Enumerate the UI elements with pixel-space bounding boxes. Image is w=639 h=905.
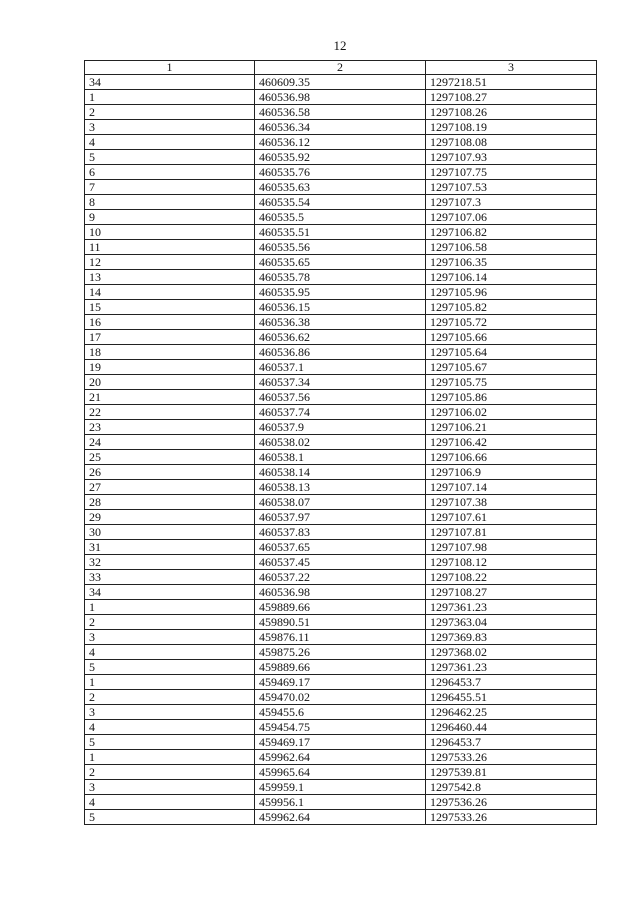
y-coordinate-cell: 1296455.51 <box>426 690 597 705</box>
y-coordinate-cell: 1297369.83 <box>426 630 597 645</box>
table-row <box>85 195 597 210</box>
table-row <box>85 180 597 195</box>
page-number: 12 <box>333 38 347 53</box>
point-number-cell: 34 <box>85 585 255 600</box>
x-coordinate-cell: 459959.1 <box>255 780 426 795</box>
point-number-cell: 21 <box>85 390 255 405</box>
column-header: 3 <box>426 61 597 75</box>
x-coordinate-cell: 460535.56 <box>255 240 426 255</box>
x-coordinate-cell: 460536.98 <box>255 585 426 600</box>
x-coordinate-cell: 460536.12 <box>255 135 426 150</box>
x-coordinate-cell: 460537.65 <box>255 540 426 555</box>
point-number-cell: 34 <box>85 75 255 90</box>
header-row <box>85 61 597 75</box>
table-row <box>85 585 597 600</box>
point-number-cell: 1 <box>85 90 255 105</box>
point-number-cell: 15 <box>85 300 255 315</box>
x-coordinate-cell: 460536.34 <box>255 120 426 135</box>
coordinates-table <box>84 60 597 825</box>
x-coordinate-cell: 460538.07 <box>255 495 426 510</box>
point-number-cell: 2 <box>85 765 255 780</box>
y-coordinate-cell: 1297108.27 <box>426 585 597 600</box>
y-coordinate-cell: 1297105.72 <box>426 315 597 330</box>
y-coordinate-cell: 1297108.12 <box>426 555 597 570</box>
x-coordinate-cell: 460536.98 <box>255 90 426 105</box>
table-row <box>85 300 597 315</box>
y-coordinate-cell: 1297106.66 <box>426 450 597 465</box>
point-number-cell: 3 <box>85 780 255 795</box>
x-coordinate-cell: 460535.95 <box>255 285 426 300</box>
column-header: 1 <box>85 61 255 75</box>
y-coordinate-cell: 1297108.22 <box>426 570 597 585</box>
x-coordinate-cell: 460538.14 <box>255 465 426 480</box>
table-row <box>85 435 597 450</box>
x-coordinate-cell: 460537.9 <box>255 420 426 435</box>
x-coordinate-cell: 459469.17 <box>255 675 426 690</box>
x-coordinate-cell: 460535.54 <box>255 195 426 210</box>
point-number-cell: 20 <box>85 375 255 390</box>
point-number-cell: 1 <box>85 750 255 765</box>
x-coordinate-cell: 460537.83 <box>255 525 426 540</box>
point-number-cell: 8 <box>85 195 255 210</box>
y-coordinate-cell: 1297107.06 <box>426 210 597 225</box>
point-number-cell: 5 <box>85 810 255 825</box>
y-coordinate-cell: 1297106.42 <box>426 435 597 450</box>
point-number-cell: 3 <box>85 705 255 720</box>
x-coordinate-cell: 460535.51 <box>255 225 426 240</box>
y-coordinate-cell: 1297107.61 <box>426 510 597 525</box>
table-body <box>85 75 597 825</box>
x-coordinate-cell: 460537.22 <box>255 570 426 585</box>
y-coordinate-cell: 1297106.14 <box>426 270 597 285</box>
table-row <box>85 465 597 480</box>
y-coordinate-cell: 1297108.08 <box>426 135 597 150</box>
y-coordinate-cell: 1297106.82 <box>426 225 597 240</box>
x-coordinate-cell: 460535.92 <box>255 150 426 165</box>
table-row <box>85 375 597 390</box>
x-coordinate-cell: 459455.6 <box>255 705 426 720</box>
y-coordinate-cell: 1297218.51 <box>426 75 597 90</box>
table-row <box>85 555 597 570</box>
point-number-cell: 2 <box>85 105 255 120</box>
y-coordinate-cell: 1297105.86 <box>426 390 597 405</box>
y-coordinate-cell: 1296453.7 <box>426 735 597 750</box>
point-number-cell: 13 <box>85 270 255 285</box>
table-row <box>85 480 597 495</box>
y-coordinate-cell: 1297542.8 <box>426 780 597 795</box>
x-coordinate-cell: 460537.74 <box>255 405 426 420</box>
table-row <box>85 660 597 675</box>
table-row <box>85 120 597 135</box>
point-number-cell: 22 <box>85 405 255 420</box>
point-number-cell: 29 <box>85 510 255 525</box>
table-row <box>85 165 597 180</box>
y-coordinate-cell: 1297105.67 <box>426 360 597 375</box>
table-row <box>85 510 597 525</box>
x-coordinate-cell: 459470.02 <box>255 690 426 705</box>
table-row <box>85 315 597 330</box>
x-coordinate-cell: 460537.97 <box>255 510 426 525</box>
table-row <box>85 795 597 810</box>
point-number-cell: 28 <box>85 495 255 510</box>
x-coordinate-cell: 460535.65 <box>255 255 426 270</box>
x-coordinate-cell: 460536.58 <box>255 105 426 120</box>
table-row <box>85 495 597 510</box>
table-row <box>85 450 597 465</box>
x-coordinate-cell: 460537.45 <box>255 555 426 570</box>
x-coordinate-cell: 459889.66 <box>255 660 426 675</box>
point-number-cell: 2 <box>85 615 255 630</box>
y-coordinate-cell: 1297107.98 <box>426 540 597 555</box>
table-row <box>85 330 597 345</box>
table-row <box>85 600 597 615</box>
point-number-cell: 5 <box>85 150 255 165</box>
y-coordinate-cell: 1297533.26 <box>426 810 597 825</box>
point-number-cell: 10 <box>85 225 255 240</box>
point-number-cell: 24 <box>85 435 255 450</box>
point-number-cell: 3 <box>85 120 255 135</box>
table-row <box>85 390 597 405</box>
table-row <box>85 360 597 375</box>
point-number-cell: 25 <box>85 450 255 465</box>
point-number-cell: 3 <box>85 630 255 645</box>
table-row <box>85 255 597 270</box>
x-coordinate-cell: 460538.02 <box>255 435 426 450</box>
y-coordinate-cell: 1297536.26 <box>426 795 597 810</box>
x-coordinate-cell: 459469.17 <box>255 735 426 750</box>
point-number-cell: 33 <box>85 570 255 585</box>
table-row <box>85 780 597 795</box>
table-row <box>85 135 597 150</box>
point-number-cell: 5 <box>85 660 255 675</box>
y-coordinate-cell: 1296460.44 <box>426 720 597 735</box>
y-coordinate-cell: 1297106.02 <box>426 405 597 420</box>
table-row <box>85 225 597 240</box>
y-coordinate-cell: 1297108.26 <box>426 105 597 120</box>
x-coordinate-cell: 460535.78 <box>255 270 426 285</box>
table-row <box>85 105 597 120</box>
point-number-cell: 7 <box>85 180 255 195</box>
table-row <box>85 720 597 735</box>
y-coordinate-cell: 1297106.21 <box>426 420 597 435</box>
point-number-cell: 16 <box>85 315 255 330</box>
y-coordinate-cell: 1297107.53 <box>426 180 597 195</box>
table-row <box>85 750 597 765</box>
table-row <box>85 570 597 585</box>
x-coordinate-cell: 460537.34 <box>255 375 426 390</box>
y-coordinate-cell: 1297361.23 <box>426 660 597 675</box>
y-coordinate-cell: 1297105.82 <box>426 300 597 315</box>
x-coordinate-cell: 459962.64 <box>255 750 426 765</box>
table-row <box>85 285 597 300</box>
table-row <box>85 75 597 90</box>
x-coordinate-cell: 459875.26 <box>255 645 426 660</box>
x-coordinate-cell: 460535.76 <box>255 165 426 180</box>
table-row <box>85 525 597 540</box>
y-coordinate-cell: 1297533.26 <box>426 750 597 765</box>
point-number-cell: 9 <box>85 210 255 225</box>
table-row <box>85 90 597 105</box>
point-number-cell: 4 <box>85 720 255 735</box>
y-coordinate-cell: 1297107.38 <box>426 495 597 510</box>
y-coordinate-cell: 1297106.58 <box>426 240 597 255</box>
y-coordinate-cell: 1297107.3 <box>426 195 597 210</box>
point-number-cell: 30 <box>85 525 255 540</box>
y-coordinate-cell: 1297368.02 <box>426 645 597 660</box>
point-number-cell: 31 <box>85 540 255 555</box>
point-number-cell: 14 <box>85 285 255 300</box>
point-number-cell: 18 <box>85 345 255 360</box>
point-number-cell: 4 <box>85 135 255 150</box>
point-number-cell: 1 <box>85 675 255 690</box>
x-coordinate-cell: 460609.35 <box>255 75 426 90</box>
table-row <box>85 420 597 435</box>
table-row <box>85 810 597 825</box>
table-row <box>85 765 597 780</box>
table-row <box>85 270 597 285</box>
y-coordinate-cell: 1296462.25 <box>426 705 597 720</box>
y-coordinate-cell: 1297108.19 <box>426 120 597 135</box>
y-coordinate-cell: 1297105.66 <box>426 330 597 345</box>
column-header: 2 <box>255 61 426 75</box>
y-coordinate-cell: 1297363.04 <box>426 615 597 630</box>
y-coordinate-cell: 1297105.75 <box>426 375 597 390</box>
table-row <box>85 405 597 420</box>
table-row <box>85 540 597 555</box>
table-row <box>85 210 597 225</box>
x-coordinate-cell: 460538.1 <box>255 450 426 465</box>
point-number-cell: 6 <box>85 165 255 180</box>
x-coordinate-cell: 460535.5 <box>255 210 426 225</box>
table-row <box>85 735 597 750</box>
table-row <box>85 240 597 255</box>
x-coordinate-cell: 459962.64 <box>255 810 426 825</box>
point-number-cell: 26 <box>85 465 255 480</box>
point-number-cell: 17 <box>85 330 255 345</box>
x-coordinate-cell: 460537.56 <box>255 390 426 405</box>
x-coordinate-cell: 460538.13 <box>255 480 426 495</box>
point-number-cell: 12 <box>85 255 255 270</box>
x-coordinate-cell: 459454.75 <box>255 720 426 735</box>
point-number-cell: 27 <box>85 480 255 495</box>
y-coordinate-cell: 1297107.81 <box>426 525 597 540</box>
x-coordinate-cell: 459956.1 <box>255 795 426 810</box>
point-number-cell: 19 <box>85 360 255 375</box>
point-number-cell: 23 <box>85 420 255 435</box>
y-coordinate-cell: 1297105.96 <box>426 285 597 300</box>
y-coordinate-cell: 1297108.27 <box>426 90 597 105</box>
point-number-cell: 4 <box>85 645 255 660</box>
x-coordinate-cell: 459890.51 <box>255 615 426 630</box>
y-coordinate-cell: 1297107.14 <box>426 480 597 495</box>
x-coordinate-cell: 459876.11 <box>255 630 426 645</box>
table-row <box>85 705 597 720</box>
y-coordinate-cell: 1297107.75 <box>426 165 597 180</box>
table-header <box>85 61 597 75</box>
table-row <box>85 615 597 630</box>
x-coordinate-cell: 459965.64 <box>255 765 426 780</box>
x-coordinate-cell: 460536.38 <box>255 315 426 330</box>
x-coordinate-cell: 460536.62 <box>255 330 426 345</box>
y-coordinate-cell: 1297105.64 <box>426 345 597 360</box>
y-coordinate-cell: 1296453.7 <box>426 675 597 690</box>
y-coordinate-cell: 1297106.9 <box>426 465 597 480</box>
point-number-cell: 4 <box>85 795 255 810</box>
x-coordinate-cell: 460536.86 <box>255 345 426 360</box>
point-number-cell: 2 <box>85 690 255 705</box>
table-row <box>85 675 597 690</box>
point-number-cell: 1 <box>85 600 255 615</box>
x-coordinate-cell: 460536.15 <box>255 300 426 315</box>
x-coordinate-cell: 460537.1 <box>255 360 426 375</box>
y-coordinate-cell: 1297361.23 <box>426 600 597 615</box>
y-coordinate-cell: 1297107.93 <box>426 150 597 165</box>
point-number-cell: 11 <box>85 240 255 255</box>
table-row <box>85 630 597 645</box>
point-number-cell: 32 <box>85 555 255 570</box>
y-coordinate-cell: 1297106.35 <box>426 255 597 270</box>
table-row <box>85 150 597 165</box>
table-row <box>85 690 597 705</box>
point-number-cell: 5 <box>85 735 255 750</box>
y-coordinate-cell: 1297539.81 <box>426 765 597 780</box>
x-coordinate-cell: 460535.63 <box>255 180 426 195</box>
table-row <box>85 645 597 660</box>
x-coordinate-cell: 459889.66 <box>255 600 426 615</box>
table-row <box>85 345 597 360</box>
